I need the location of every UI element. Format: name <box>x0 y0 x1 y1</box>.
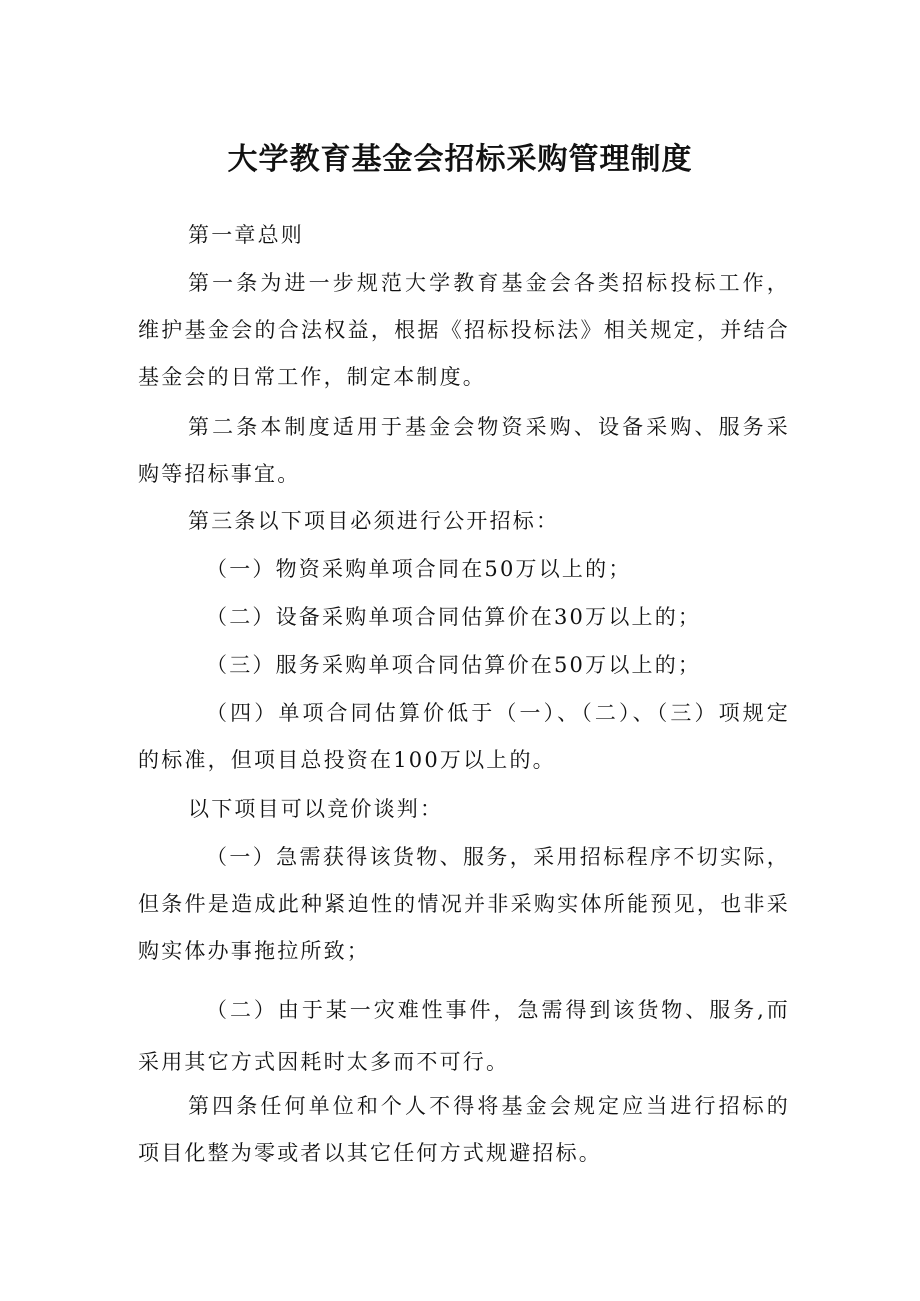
document-title: 大学教育基金会招标采购管理制度 <box>227 142 693 177</box>
article-2: 第二条本制度适用于基金会物资采购、设备采购、服务采购等招标事宜。 <box>138 415 790 486</box>
negotiation-intro: 以下项目可以竞价谈判： <box>188 797 444 821</box>
article-1: 第一条为进一步规范大学教育基金会各类招标投标工作，维护基金会的合法权益，根据《招标投标法》相关规定，并结合基金会的日常工作，制定本制度。 <box>138 271 790 389</box>
article-3-item-3: （三）服务采购单项合同估算价在50万以上的； <box>206 653 702 677</box>
article-3-item-2: （二）设备采购单项合同估算价在30万以上的； <box>206 605 702 629</box>
article-4: 第四条任何单位和个人不得将基金会规定应当进行招标的项目化整为零或者以其它任何方式规避招标。 <box>138 1094 790 1165</box>
article-3: 第三条以下项目必须进行公开招标： <box>188 509 560 533</box>
article-3-item-1: （一）物资采购单项合同在50万以上的； <box>206 557 632 581</box>
article-3-item-4: （四）单项合同估算价低于（一）、（二）、（三）项规定的标准，但项目总投资在100万以上的。 <box>138 701 790 772</box>
negotiation-item-2: （二）由于某一灾难性事件，急需得到该货物、服务,而采用其它方式因耗时太多而不可行。 <box>138 998 790 1074</box>
negotiation-item-1: （一）急需获得该货物、服务，采用招标程序不切实际，但条件是造成此种紧迫性的情况并非采购实体所能预见，也非采购实体办事拖拉所致； <box>138 845 790 963</box>
chapter-heading: 第一章总则 <box>188 223 304 247</box>
